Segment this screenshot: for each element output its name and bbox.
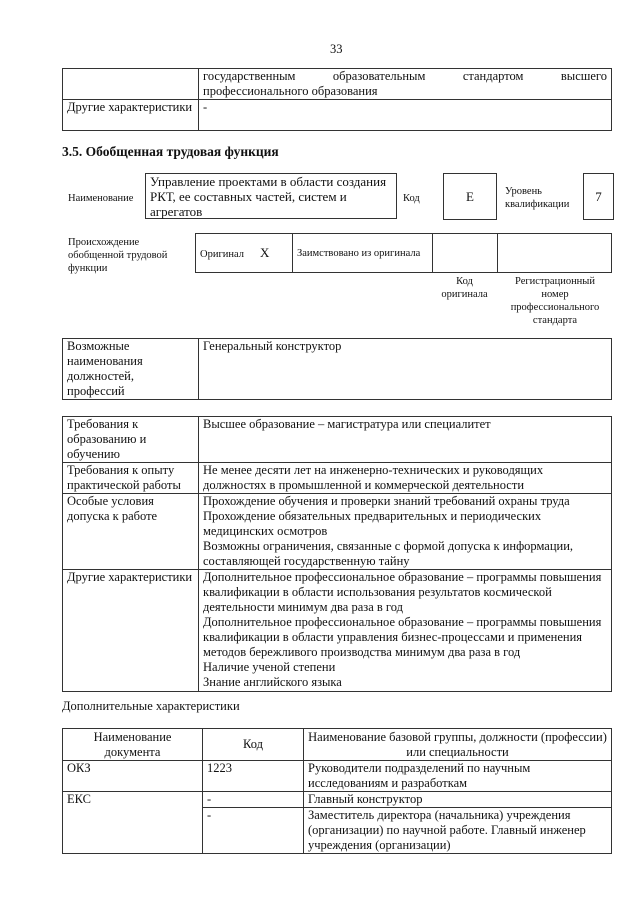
row-label: Другие характеристики <box>63 570 199 692</box>
code-value-box: E <box>443 173 497 220</box>
original-cell: Оригинал X <box>196 234 293 273</box>
reg-number-cell <box>498 234 612 273</box>
reg-caption: Регистрационный номер профессионального стандарта <box>510 276 600 326</box>
level-label: Уровень квалификации <box>505 186 570 210</box>
page-number: 33 <box>330 42 343 56</box>
row-value: государственным образовательным стандартом высшего профессионального образования <box>199 69 612 100</box>
table-row <box>63 100 612 131</box>
code-cell: - <box>203 792 304 808</box>
name-cell: Главный конструктор <box>304 792 612 808</box>
column-header: Наименование документа <box>63 729 203 761</box>
name-cell: Руководители подразделений по научным исследованиям и разработкам <box>304 761 612 792</box>
name-label: Наименование <box>68 193 134 204</box>
positions-label: Возможные наименования должностей, профессий <box>63 339 199 400</box>
origin-label: Происхождение обобщенной трудовой функции <box>68 237 168 274</box>
origin-table <box>195 233 612 273</box>
requirements-table <box>62 416 612 692</box>
column-header: Код <box>203 729 304 761</box>
doc-cell: ОКЗ <box>63 761 203 792</box>
borrowed-cell: Заимствовано из оригинала <box>293 234 433 273</box>
column-header: Наименование базовой группы, должности (профессии) или специальности <box>304 729 612 761</box>
row-label <box>63 69 199 100</box>
code-caption: Код оригинала <box>441 276 488 300</box>
table-row <box>63 463 612 494</box>
table-row <box>63 761 612 792</box>
additional-table <box>62 728 612 854</box>
doc-cell: ЕКС <box>63 792 203 854</box>
row-value: Дополнительное профессиональное образование – программы повышения квалификации в области использования результатов космической деятельности минимум два раза в год Дополнительное профессиональное образование – программы повышения квалификации в области управления бизнес-процессами и применения методов бережливого производства минимум два раза в год Наличие ученой степени Знание английского языка <box>199 570 612 692</box>
table-row <box>63 69 612 100</box>
row-value: Высшее образование – магистратура или специалитет <box>199 417 612 463</box>
code-cell: - <box>203 808 304 854</box>
row-label: Другие характеристики <box>63 100 199 131</box>
table-row <box>63 570 612 692</box>
table-row <box>63 792 612 808</box>
original-code-cell <box>433 234 498 273</box>
function-name-box: Управление проектами в области создания РКТ, ее составных частей, систем и агрегатов <box>145 173 397 219</box>
positions-table <box>62 338 612 400</box>
row-label: Требования к образованию и обучению <box>63 417 199 463</box>
row-value: Прохождение обучения и проверки знаний требований охраны труда Прохождение обязательных предварительных и периодических медицинских осмотров Возможны ограничения, связанные с формой допуска к информации, составляющей государственную тайну <box>199 494 612 570</box>
section-heading: 3.5. Обобщенная трудовая функция <box>62 144 279 159</box>
code-cell: 1223 <box>203 761 304 792</box>
positions-value: Генеральный конструктор <box>199 339 612 400</box>
name-cell: Заместитель директора (начальника) учреждения (организации) по научной работе. Главный инженер учреждения (организации) <box>304 808 612 854</box>
row-label: Особые условия допуска к работе <box>63 494 199 570</box>
additional-title: Дополнительные характеристики <box>62 699 240 713</box>
code-label: Код <box>403 193 420 204</box>
header-row <box>63 729 612 761</box>
original-mark: X <box>260 244 270 260</box>
top-table <box>62 68 612 131</box>
row-value: - <box>199 100 612 131</box>
table-row <box>63 494 612 570</box>
table-row <box>63 417 612 463</box>
row-value: Не менее десяти лет на инженерно-технических и руководящих должностях в промышленной и коммерческой деятельности <box>199 463 612 494</box>
row-label: Требования к опыту практической работы <box>63 463 199 494</box>
level-value-box: 7 <box>583 173 614 220</box>
